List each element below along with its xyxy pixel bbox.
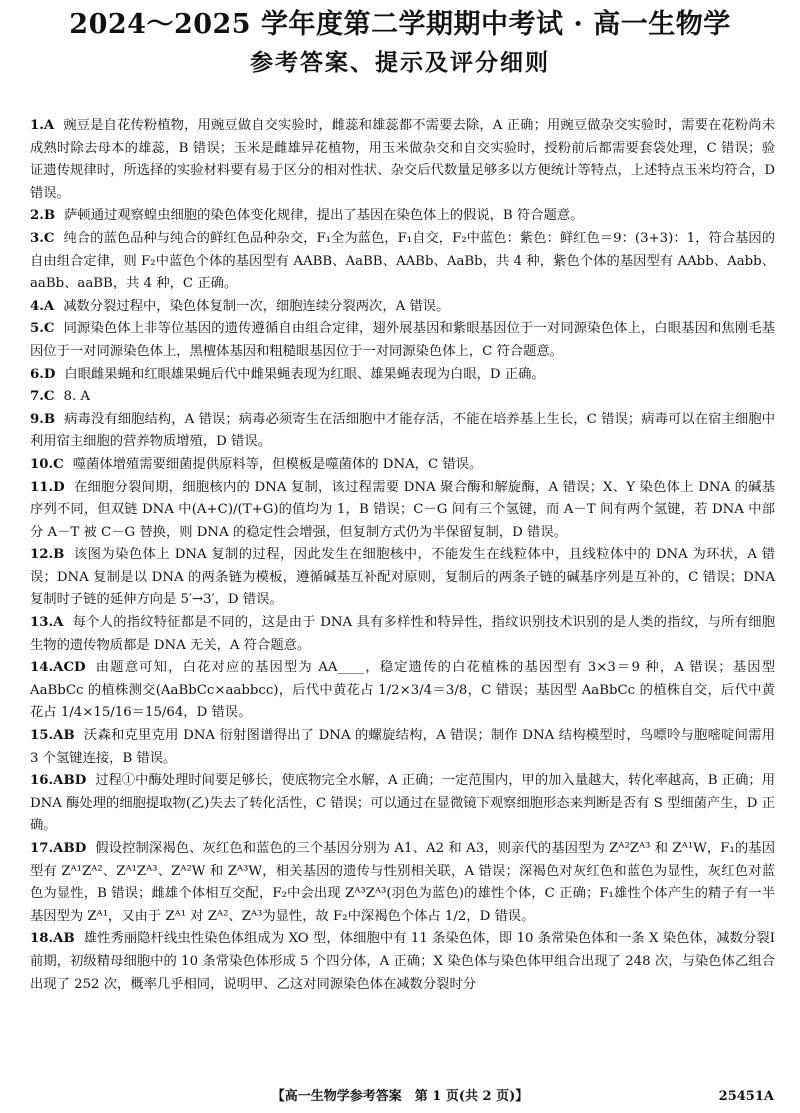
answer-choice: C bbox=[43, 389, 55, 405]
answer-explanation: 纯合的蓝色品种与纯合的鲜红色品种杂交，F₁全为蓝色，F₁自交，F₂中蓝色：紫色：鲜红色＝9：(3+3)：1，符合基因的自由组合定律，则 F₂中蓝色个体的基因型有 AABB、AaBB、AABb、AaBb，共 4 种，紫色个体的基因型有 AAbb、Aabb、aaBb、aaBB，共 4 种，C 正确。 bbox=[30, 230, 775, 292]
answer-item bbox=[30, 928, 775, 996]
answer-choice: AB bbox=[53, 728, 75, 744]
answer-item bbox=[30, 838, 775, 928]
answer-item bbox=[30, 318, 775, 363]
answer-number: 17. bbox=[30, 841, 54, 856]
page-subtitle: 参考答案、提示及评分细则 bbox=[250, 49, 550, 76]
answer-number: 14. bbox=[30, 660, 54, 676]
answer-item bbox=[30, 115, 775, 205]
answer-number: 11. bbox=[30, 479, 54, 495]
answer-item bbox=[30, 612, 775, 657]
answer-explanation: 在细胞分裂间期，细胞核内的 DNA 复制，该过程需要 DNA 聚合酶和解旋酶，A 错误；X、Y 染色体上 DNA 的碱基序列不同，但双链 DNA 中(A+C)/(T+G)的值均为 1，B 错误；C－G 间有三个氢键，而 A－T 间有两个氢键，若 DNA 中部分 A－T 被 C－G 替换，则 DNA 的稳定性会增强，但复制方式仍为半保留复制，D 错误。 bbox=[30, 479, 775, 540]
answer-explanation: 雄性秀丽隐杆线虫性染色体组成为 XO 型，体细胞中有 11 条染色体，即 10 条常染色体和一条 X 染色体，减数分裂Ⅰ前期，初级精母细胞中的 10 条常染色体形成 5 个四分体，A 正确；X 染色体与染色体甲组合出现了 248 次，与染色体乙组合出现了 252 次，概率几乎相同，说明甲、乙这对同源染色体在减数分裂时分 bbox=[30, 931, 775, 992]
answer-number: 6. bbox=[30, 366, 44, 382]
answer-explanation: 病毒没有细胞结构，A 错误；病毒必须寄生在活细胞中才能存活，不能在培养基上生长，C 错误；病毒可以在宿主细胞中利用宿主细胞的营养物质增殖，D 错误。 bbox=[30, 411, 775, 450]
answer-item bbox=[30, 409, 775, 454]
answer-number: 12. bbox=[30, 547, 54, 563]
answer-explanation: 噬菌体增殖需要细菌提供原料等，但模板是噬菌体的 DNA，C 错误。 bbox=[72, 456, 483, 472]
answer-explanation: 该图为染色体上 DNA 复制的过程，因此发生在细胞核中，不能发生在线粒体中，且线粒体中的 DNA 为环状，A 错误；DNA 复制是以 DNA 的两条链为模板，遵循碱基互补配对原则，复制后的两条子链的碱基序列是互补的，C 错误；DNA 复制时子链的延伸方向是 5′→3′，D 错误。 bbox=[30, 547, 775, 608]
answer-choice: ABD bbox=[53, 773, 87, 789]
answer-choice: B bbox=[43, 411, 56, 427]
answer-choice: ABD bbox=[53, 841, 87, 856]
answer-item bbox=[30, 725, 775, 770]
answer-number: 10. bbox=[30, 456, 54, 472]
answer-item bbox=[30, 364, 775, 387]
page-footer bbox=[0, 1087, 800, 1107]
answer-explanation: 8. A bbox=[63, 389, 91, 405]
answer-explanation: 沃森和克里克用 DNA 衍射图谱得出了 DNA 的螺旋结构，A 错误；制作 DNA 结构模型时，鸟嘌呤与胞嘧啶间需用 3 个氢键连接，B 错误。 bbox=[30, 728, 775, 766]
answer-explanation: 同源染色体上非等位基因的遗传遵循自由组合定律，翅外展基因和紫眼基因位于一对同源染色体上，白眼基因和焦刚毛基因位于一对同源染色体上，黑檀体基因和粗糙眼基因位于一对同源染色体上，C 符合题意。 bbox=[30, 321, 775, 359]
footer-code: 25451A bbox=[718, 1089, 774, 1104]
footer-page-label: 【高一生物学参考答案 第 1 页(共 2 页)】 bbox=[271, 1089, 529, 1104]
answer-explanation: 减数分裂过程中，染色体复制一次，细胞连续分裂两次，A 错误。 bbox=[63, 298, 450, 314]
answer-number: 4. bbox=[30, 298, 44, 314]
answer-item bbox=[30, 477, 775, 545]
answer-explanation: 假设控制深褐色、灰红色和蓝色的三个基因分别为 A1、A2 和 A3，则亲代的基因型为 Zᴬ²Zᴬ³ 和 Zᴬ¹W，F₁的基因型有 Zᴬ¹Zᴬ²、Zᴬ¹Zᴬ³、Zᴬ²W 和 Zᴬ³W，相关基因的遗传与性别相关联，A 错误；深褐色对灰红色和蓝色为显性，灰红色对蓝色为显性，B 错误；雌雄个体相互交配，F₂中会出现 Zᴬ³Zᴬ³(羽色为蓝色)的雄性个体，C 正确；F₁雄性个体产生的精子有一半基因型为 Zᴬ¹，又由于 Zᴬ¹ 对 Zᴬ²、Zᴬ³为显性，故 F₂中深褐色个体占 1/2，D 错误。 bbox=[30, 841, 775, 924]
answer-explanation: 萨顿通过观察蝗虫细胞的染色体变化规律，提出了基因在染色体上的假说，B 符合题意。 bbox=[64, 208, 584, 224]
answer-choice: C bbox=[43, 321, 55, 337]
answer-item bbox=[30, 544, 775, 612]
answer-item bbox=[30, 296, 775, 319]
answer-item bbox=[30, 454, 775, 477]
answer-choice: D bbox=[53, 479, 65, 495]
answer-choice: A bbox=[43, 298, 55, 314]
page-title: 2024～2025 学年度第二学期期中考试 · 高一生物学 bbox=[69, 9, 731, 40]
answer-choice: C bbox=[53, 456, 64, 472]
answer-list bbox=[30, 115, 775, 996]
answer-choice: B bbox=[53, 547, 65, 563]
answer-item bbox=[30, 205, 775, 228]
answer-item bbox=[30, 770, 775, 838]
answer-number: 2. bbox=[30, 208, 44, 224]
answer-choice: C bbox=[43, 230, 55, 246]
answer-choice: D bbox=[43, 366, 56, 382]
answer-choice: A bbox=[53, 615, 64, 631]
answer-explanation: 豌豆是自花传粉植物，用豌豆做自交实验时，雌蕊和雄蕊都不需要去除，A 正确；用豌豆做杂交实验时，需要在花粉尚未成熟时除去母本的雄蕊，B 错误；玉米是雌雄异花植物，用玉米做杂交和自交实验时，授粉前后都需要套袋处理，C 错误；验证遗传规律时，所选择的实验材料要有易于区分的相对性状、杂交后代数量足够多以方便统计等特点，上述特点玉米均符合，D 错误。 bbox=[30, 118, 775, 201]
answer-item bbox=[30, 657, 775, 725]
answer-number: 13. bbox=[30, 615, 54, 631]
answer-number: 9. bbox=[30, 411, 44, 427]
answer-number: 5. bbox=[30, 321, 44, 337]
answer-explanation: 过程①中酶处理时间要足够长，使底物完全水解，A 正确；一定范围内，甲的加入量越大，转化率越高，B 正确；用 DNA 酶处理的细胞提取物(乙)失去了转化活性，C 错误；可以通过在显微镜下观察细胞形态来判断是否有 S 型细菌产生，D 正确。 bbox=[30, 773, 775, 834]
answer-explanation: 由题意可知，白花对应的基因型为 AA____，稳定遗传的白花植株的基因型有 3×3＝9 种，A 错误；基因型 AaBbCc 的植株测交(AaBbCc×aabbcc)，后代中黄花占 1/2×3/4＝3/8，C 错误；基因型 AaBbCc 的植株自交，后代中黄花占 1/4×15/16＝15/64，D 错误。 bbox=[30, 660, 775, 721]
answer-choice: ACD bbox=[53, 660, 86, 676]
answer-explanation: 每个人的指纹特征都是不同的，这是由于 DNA 具有多样性和特异性，指纹识别技术识别的是人类的指纹，与所有细胞生物的遗传物质都是 DNA 无关，A 符合题意。 bbox=[30, 615, 775, 653]
answer-item bbox=[30, 386, 775, 409]
answer-choice: B bbox=[43, 208, 56, 224]
answer-number: 16. bbox=[30, 773, 54, 789]
answer-number: 1. bbox=[30, 118, 44, 133]
answer-explanation: 白眼雌果蝇和红眼雄果蝇后代中雌果蝇表现为红眼、雄果蝇表现为白眼，D 正确。 bbox=[64, 366, 545, 382]
answer-number: 18. bbox=[30, 931, 54, 947]
answer-number: 7. bbox=[30, 389, 44, 405]
answer-item bbox=[30, 228, 775, 296]
answer-choice: AB bbox=[53, 931, 75, 947]
answer-number: 15. bbox=[30, 728, 54, 744]
answer-number: 3. bbox=[30, 230, 44, 246]
answer-choice: A bbox=[43, 118, 55, 133]
